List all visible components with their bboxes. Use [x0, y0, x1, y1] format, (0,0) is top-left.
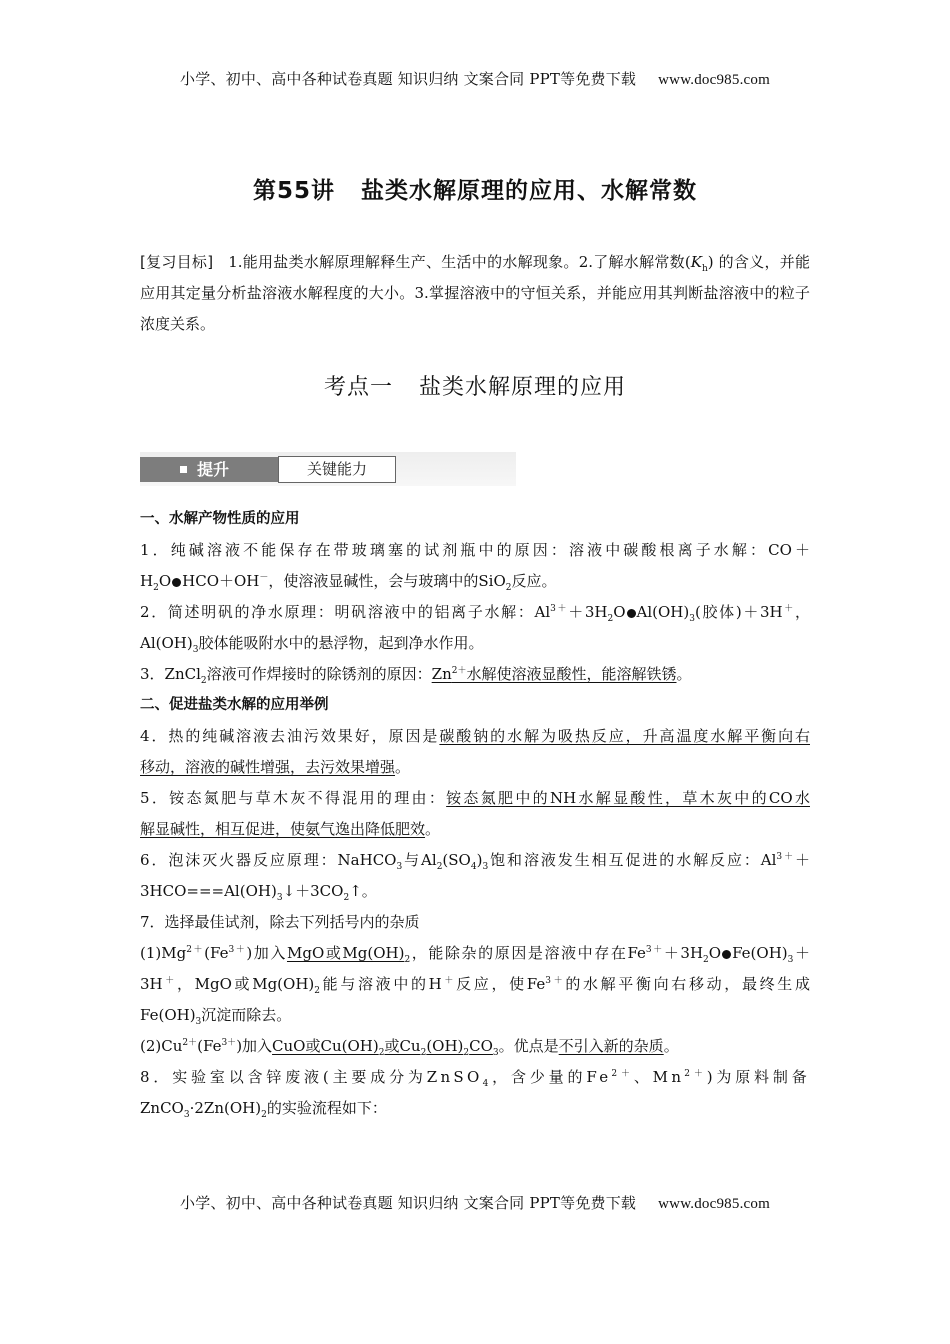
ability-banner: [140, 452, 516, 486]
answer-underline: $Zn^{2+}$水解使溶液显酸性，能溶解铁锈: [431, 665, 677, 683]
answer-underline: 碳酸钠的水解为吸热反应，升高温度水解平衡向右: [439, 727, 810, 745]
kaodian-name: 盐类水解原理的应用: [419, 375, 627, 400]
item-4-line-2: 移动，溶液的碱性增强，去污效果增强。: [140, 758, 411, 776]
subsection-heading: 二、促进盐类水解的应用举例: [140, 697, 329, 713]
item-8-line-2: $ZnCO_3\cdot 2Zn(OH)_2$的实验流程如下：: [140, 1099, 387, 1120]
header-text: 小学、初中、高中各种试卷真题 知识归纳 文案合同 PPT等免费下载: [180, 70, 637, 88]
answer-underline: MgO或$Mg(OH)_2$: [286, 944, 411, 965]
banner-label-right: 关键能力: [278, 456, 396, 483]
square-bullet-icon: [180, 466, 187, 473]
item-8-line-1: 8．实验室以含锌废液(主要成分为ZnSO$_4$，含少量的$Fe^{2+}$、$Mn^{2+}$)为原料制备: [140, 1068, 811, 1089]
equilibrium-arrow-icon: [627, 609, 636, 618]
page-header: [0, 68, 950, 89]
subsection-heading: 一、水解产物性质的应用: [140, 511, 300, 527]
equilibrium-arrow-icon: [172, 578, 181, 587]
review-goals: [复习目标] 1.能用盐类水解原理解释生产、生活中的水解现象。2.了解水解常数$(K_h)$ 的含义，并能应用其定量分析盐溶液水解程度的大小。3.掌握溶液中的守恒关系，并能应用其判断盐溶液中的粒子浓度关系。: [140, 253, 811, 333]
item-2-line-1: 2．简述明矾的净水原理：明矾溶液中的铝离子水解：$Al^{3+}+3H_2O$ $Al(OH)_3$(胶体)＋3H＋，: [140, 603, 810, 624]
page-title: [0, 172, 950, 205]
item-7-1-line-2: 3H＋，MgO或$Mg(OH)_2$能与溶液中的H＋反应，使$Fe^{3+}$的水解平衡向右移动，最终生成: [140, 975, 810, 996]
content-body: [140, 504, 810, 1124]
answer-underline: CuO或$Cu(OH)_2$: [272, 1037, 385, 1058]
item-5-line-2: 解显碱性，相互促进，使氨气逸出降低肥效。: [140, 820, 441, 838]
answer-underline: 不引入新的杂质: [558, 1037, 664, 1055]
answer-underline: 铵态氮肥中的NH水解显酸性，草木灰中的CO水: [446, 789, 810, 807]
item-7-2: $(2)Cu^{2+}(Fe^{3+})$加入CuO或$Cu(OH)_2$或$Cu_2(OH)_2CO_3$。优点是不引入新的杂质。: [140, 1037, 679, 1058]
answer-underline: 解显碱性，相互促进，使氨气逸出降低肥效: [140, 820, 426, 838]
banner-label-left: 提升: [140, 457, 278, 482]
header-url[interactable]: www.doc985.com: [658, 72, 770, 88]
footer-text: 小学、初中、高中各种试卷真题 知识归纳 文案合同 PPT等免费下载: [180, 1194, 637, 1212]
answer-underline: 移动，溶液的碱性增强，去污效果增强: [140, 758, 396, 776]
lecture-number: 第55讲: [252, 178, 335, 204]
item-5-line-1: 5．铵态氮肥与草木灰不得混用的理由：铵态氮肥中的NH水解显酸性，草木灰中的CO水: [140, 789, 810, 807]
item-3: 3．ZnCl$_2$溶液可作焊接时的除锈剂的原因：$Zn^{2+}$水解使溶液显酸性，能溶解铁锈。: [140, 665, 692, 686]
item-7-1-line-1: $(1)Mg^{2+}(Fe^{3+})$加入MgO或$Mg(OH)_2$，能除杂的原因是溶液中存在$Fe^{3+}+3H_2O$ $Fe(OH)_3+$: [140, 944, 810, 965]
item-7: 7．选择最佳试剂，除去下列括号内的杂质: [140, 913, 420, 931]
item-4-line-1: 4．热的纯碱溶液去油污效果好，原因是碳酸钠的水解为吸热反应，升高温度水解平衡向右: [140, 727, 810, 745]
item-6-line-1: 6．泡沫灭火器反应原理：NaHCO$_3$与$Al_2(SO_4)_3$饱和溶液发生相互促进的水解反应：$Al^{3+}+$: [140, 851, 810, 872]
answer-underline: 或$Cu_2(OH)_2CO_3$: [384, 1037, 499, 1058]
kaodian-number: 考点一: [323, 375, 393, 400]
equilibrium-arrow-icon: [722, 950, 731, 959]
item-6-line-2: $3HCO===Al(OH)_3↓+3CO_2↑$。: [140, 882, 377, 903]
item-7-1-line-3: $Fe(OH)_3$沉淀而除去。: [140, 1006, 292, 1027]
item-1-line-2: $H_2O$ HCO＋OH－，使溶液显碱性，会与玻璃中的SiO$_2$反应。: [140, 572, 557, 593]
item-1-line-1: 1．纯碱溶液不能保存在带玻璃塞的试剂瓶中的原因：溶液中碳酸根离子水解：CO＋: [140, 541, 810, 559]
lecture-topic: 盐类水解原理的应用、水解常数: [361, 178, 697, 204]
footer-url[interactable]: www.doc985.com: [658, 1196, 770, 1212]
section-heading: [0, 370, 950, 401]
page-footer: [0, 1192, 950, 1213]
goals-tag: [复习目标]: [140, 253, 214, 271]
item-2-line-2: $Al(OH)_3$胶体能吸附水中的悬浮物，起到净水作用。: [140, 634, 484, 655]
